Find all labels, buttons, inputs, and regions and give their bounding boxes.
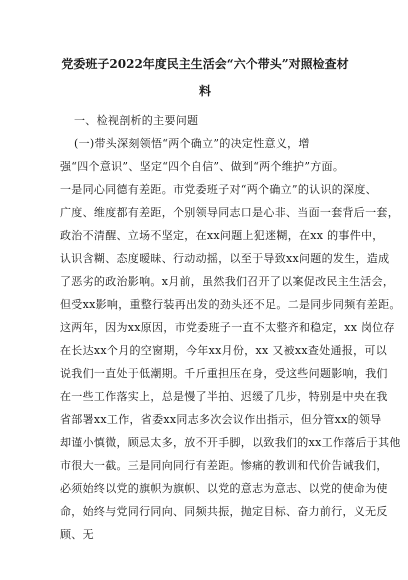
body-line: 这两年，因为xx原因，市党委班子一直不太整齐和稳定，xx 岗位存: [60, 321, 395, 334]
body-line: 但受xx影响，重整行装再出发的劲头还不足。二是同步同频有差距。: [60, 298, 401, 311]
body-line: 说我们一直处于低潮期。千斤重担压在身，受这些问题影响，我们: [60, 367, 388, 380]
body-line: 却谨小慎微，顾忌太多，放不开手脚，以致我们的xx工作落后于其他: [60, 436, 401, 449]
body-line: 市很大一截。三是同向同行有差距。惨痛的教训和代价告诫我们，: [60, 459, 388, 472]
body-line: 强“四个意识”、坚定“四个自信”、做到“两个维护”方面。: [60, 160, 345, 173]
document-title-line-2: 料: [198, 84, 211, 98]
document-title-line-1: 党委班子2022年度民主生活会“六个带头”对照检查材: [61, 57, 349, 71]
body-line: 顾、无: [60, 528, 94, 541]
body-line: 在长达xx个月的空窗期，今年xx月份，xx 又被xx查处通报，可以: [60, 344, 388, 357]
body-line: 认识含糊、态度暧昧、行动动摇，以至于导致xx问题的发生，造成: [60, 252, 390, 265]
body-line: 广度、维度都有差距，个别领导同志口是心非、当面一套背后一套，: [60, 206, 399, 219]
body-line: 在一些工作落实上，总是慢了半拍、迟缓了几步，特别是中央在我: [60, 390, 388, 403]
body-line: 了恶劣的政治影响。x月前，虽然我们召开了以案促改民主生活会，: [60, 275, 395, 288]
body-line: 必须始终以党的旗帜为旗帜、以党的意志为意志、以党的使命为使: [60, 482, 388, 495]
body-line: 政治不清醒、立场不坚定，在xx问题上犯迷糊，在xx 的事件中，: [60, 229, 384, 242]
section-heading: 一、检视剖析的主要问题: [74, 114, 199, 127]
body-line: 省部署xx工作，省委xx同志多次会议作出指示，但分管xx的领导: [60, 413, 382, 426]
body-line: 一是同心同德有差距。市党委班子对“两个确立”的认识的深度、: [60, 183, 377, 196]
subsection-heading: (一)带头深刻领悟“两个确立”的决定性意义，增: [74, 137, 310, 150]
body-line: 命，始终与党同行同向、同频共振，抛定目标、奋力前行，义无反: [60, 505, 388, 518]
